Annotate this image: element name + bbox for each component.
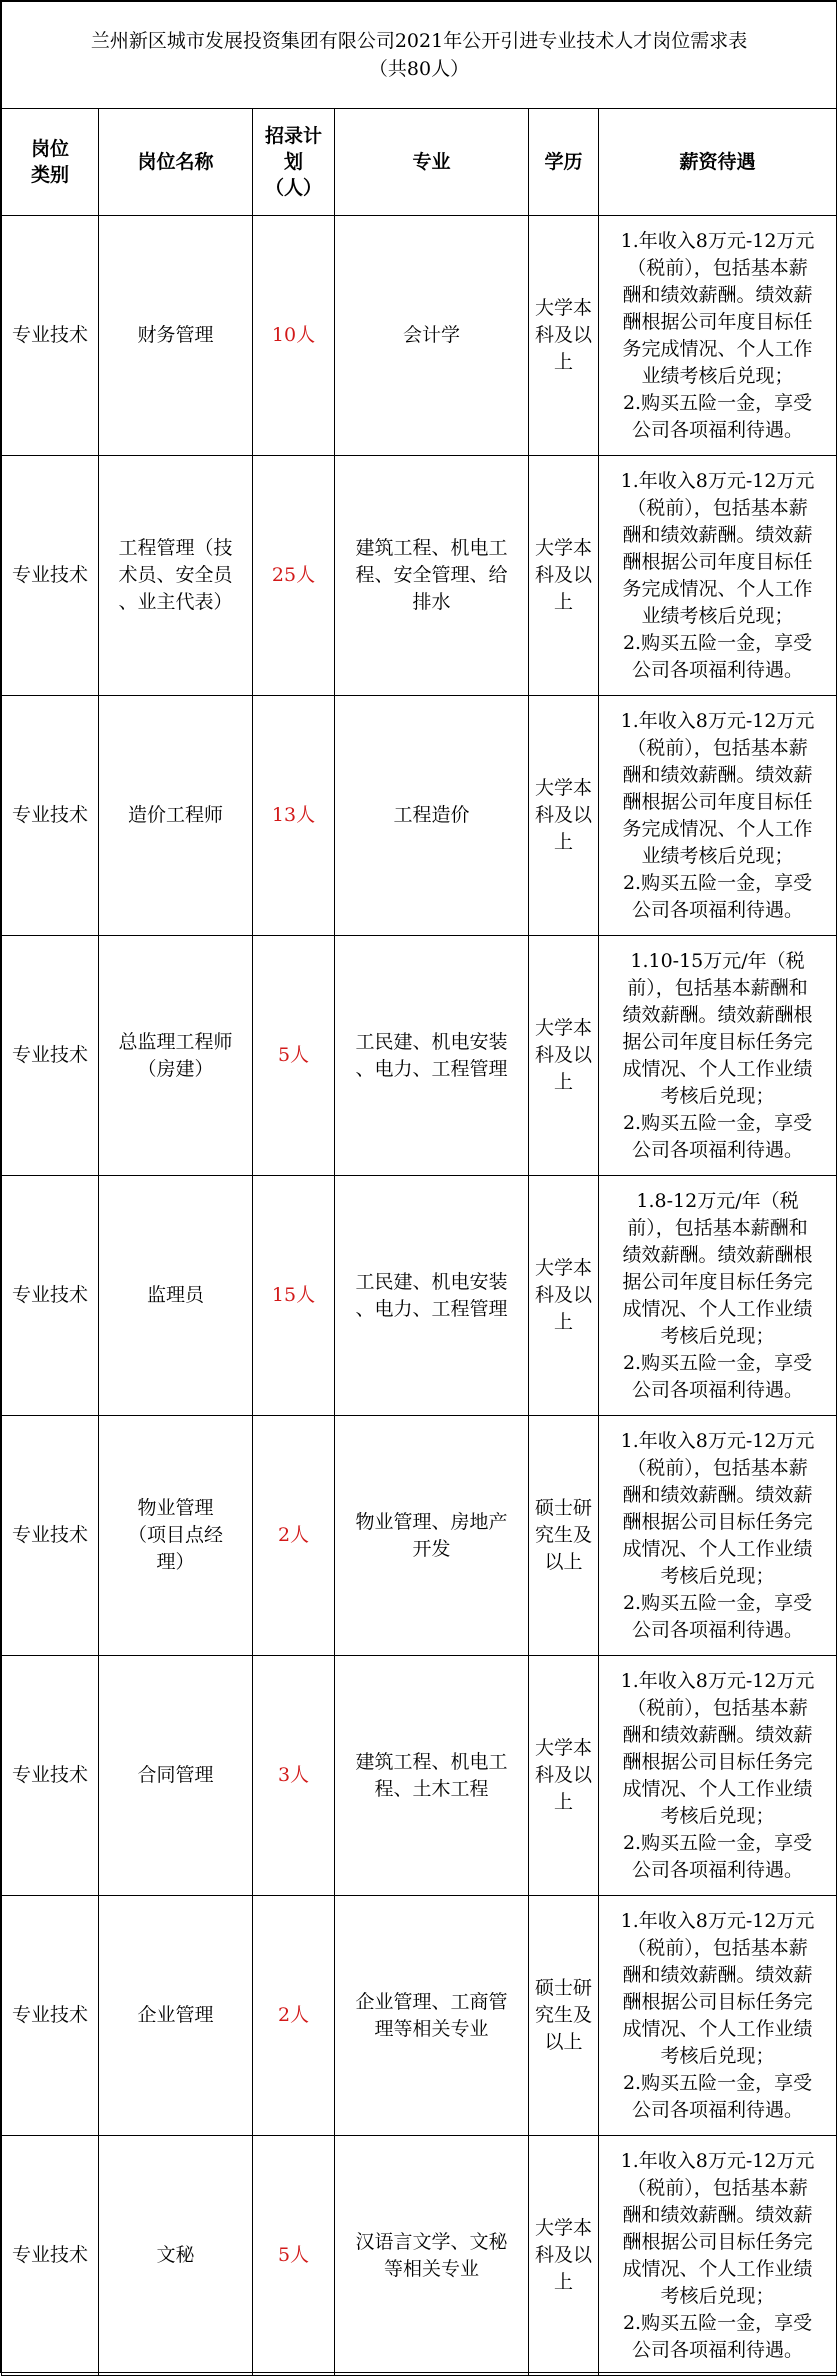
cell-line: 酬根据公司目标任务完 [622, 1990, 813, 2013]
cell-line: 务完成情况、个人工作 [622, 577, 813, 600]
cell-line: 1.年收入8万元-12万元 [620, 1669, 815, 1692]
cell-position [99, 1896, 253, 2136]
cell-line: 据公司年度目标任务完 [622, 1270, 813, 1293]
cell-line: （税前），包括基本薪 [627, 256, 808, 279]
cell-line: 理等相关专业 [374, 2017, 489, 2040]
cell-line: 大学本 [535, 297, 593, 319]
table-row [2, 1416, 837, 1656]
cell-salary [599, 1656, 837, 1896]
cell-line: 程、安全管理、给 [355, 564, 508, 586]
cell-line: 建筑工程、机电工 [355, 537, 508, 559]
cell-line: 公司各项福利待遇。 [632, 658, 804, 681]
cell-line: 以上 [544, 2031, 583, 2053]
cell-line: 2.购买五险一金，享受 [622, 2071, 813, 2094]
cell-position [99, 936, 253, 1176]
cell-line: 考核后兑现； [660, 1084, 775, 1107]
cell-line: 酬根据公司目标任务完 [622, 1510, 813, 1533]
table-row [2, 696, 837, 936]
cell-line: 合同管理 [137, 1764, 214, 1786]
cell-salary [599, 1176, 837, 1416]
table-title [2, 2, 837, 109]
cell-line: 2.购买五险一金，享受 [622, 871, 813, 894]
cell-line: 酬和绩效薪酬。绩效薪 [622, 1483, 813, 1506]
cell-education [529, 1176, 599, 1416]
cell-line: 汉语言文学、文秘 [355, 2230, 508, 2253]
cell-line: （税前），包括基本薪 [627, 736, 808, 759]
cell-line: 考核后兑现； [660, 1324, 775, 1347]
cell-line: 酬和绩效薪酬。绩效薪 [622, 1723, 813, 1746]
cell-line: 酬根据公司年度目标任 [622, 310, 813, 333]
cell-line: 酬根据公司目标任务完 [622, 1750, 813, 1773]
title-row [2, 2, 837, 109]
cell-line: 业绩考核后兑现； [641, 364, 794, 387]
cell-line: 科及以 [535, 2244, 593, 2266]
cell-count: 15人 [253, 1176, 335, 1416]
cell-line: 绩效薪酬。绩效薪酬根 [622, 1003, 813, 1026]
header-major: 专业 [335, 109, 529, 216]
cell-line: 考核后兑现； [660, 2284, 775, 2307]
cell-major [335, 696, 529, 936]
cell-line: 据公司年度目标任务完 [622, 1030, 813, 1053]
cell-line: 公司各项福利待遇。 [632, 1378, 804, 1401]
cell-line: 程、土木工程 [374, 1777, 489, 1800]
cell-line: 上 [553, 831, 573, 853]
table-body [2, 216, 837, 2376]
cell-position [99, 456, 253, 696]
cell-line: （税前），包括基本薪 [627, 496, 808, 519]
cell-line: 建筑工程、机电工 [355, 1750, 508, 1773]
cell-position [99, 2136, 253, 2376]
table-row [2, 1656, 837, 1896]
cell-line: 大学本 [535, 537, 593, 559]
cell-position [99, 1416, 253, 1656]
cell-line: 公司各项福利待遇。 [632, 2098, 804, 2121]
cell-line: 酬和绩效薪酬。绩效薪 [622, 523, 813, 546]
cell-line: 会计学 [402, 324, 460, 346]
cell-line: 2.购买五险一金，享受 [622, 1591, 813, 1614]
cell-line: 大学本 [535, 1017, 593, 1039]
cell-salary [599, 456, 837, 696]
title-line-1: 兰州新区城市发展投资集团有限公司2021年公开引进专业技术人才岗位需求表 [90, 30, 748, 52]
cell-line: 排水 [412, 591, 451, 613]
cell-line: 物业管理 [137, 1497, 214, 1519]
cell-line: 业绩考核后兑现； [641, 844, 794, 867]
cell-major [335, 1896, 529, 2136]
cell-education [529, 1656, 599, 1896]
header-count-line: 招录计 [264, 125, 322, 147]
cell-category: 专业技术 [2, 1416, 99, 1656]
title-line-2: （共80人） [368, 58, 470, 80]
cell-major [335, 1656, 529, 1896]
cell-line: 公司各项福利待遇。 [632, 418, 804, 441]
cell-category: 专业技术 [2, 696, 99, 936]
cell-line: 公司各项福利待遇。 [632, 898, 804, 921]
cell-line: 酬根据公司年度目标任 [622, 550, 813, 573]
cell-education [529, 2136, 599, 2376]
cell-line: 造价工程师 [127, 804, 223, 826]
cell-education [529, 216, 599, 456]
cell-line: 考核后兑现； [660, 1564, 775, 1587]
cell-major [335, 216, 529, 456]
cell-salary [599, 216, 837, 456]
header-count [253, 109, 335, 216]
cell-line: 、电力、工程管理 [355, 1057, 508, 1080]
cell-category: 专业技术 [2, 1656, 99, 1896]
cell-line: 务完成情况、个人工作 [622, 337, 813, 360]
cell-category: 专业技术 [2, 2136, 99, 2376]
cell-line: 酬和绩效薪酬。绩效薪 [622, 2203, 813, 2226]
header-category-line: 岗位 [30, 138, 69, 160]
table-row [2, 2136, 837, 2376]
cell-line: 工程造价 [393, 804, 470, 826]
cell-count: 5人 [253, 936, 335, 1176]
cell-line: 开发 [412, 1537, 451, 1560]
cell-count: 2人 [253, 1896, 335, 2136]
cell-education [529, 696, 599, 936]
cell-count: 25人 [253, 456, 335, 696]
cell-line: 大学本 [535, 2217, 593, 2239]
cell-line: 酬根据公司目标任务完 [622, 2230, 813, 2253]
cell-line: 2.购买五险一金，享受 [622, 631, 813, 654]
cell-line: 成情况、个人工作业绩 [622, 2257, 813, 2280]
cell-education [529, 1896, 599, 2136]
cell-line: 考核后兑现； [660, 1804, 775, 1827]
cell-line: 科及以 [535, 804, 593, 826]
cell-line: （税前），包括基本薪 [627, 2176, 808, 2199]
cell-education [529, 456, 599, 696]
cell-line: 2.购买五险一金，享受 [622, 391, 813, 414]
table-row [2, 1896, 837, 2136]
cell-line: 、业主代表） [118, 591, 233, 613]
cell-count: 10人 [253, 216, 335, 456]
cell-line: 究生及 [535, 2004, 593, 2026]
cell-line: 大学本 [535, 1737, 593, 1759]
cell-line: （房建） [137, 1057, 214, 1080]
cell-line: 上 [553, 351, 573, 373]
header-count-line: 划 [283, 151, 303, 173]
cell-line: 上 [553, 1791, 573, 1813]
cell-line: 公司各项福利待遇。 [632, 1858, 804, 1881]
header-salary: 薪资待遇 [599, 109, 837, 216]
cell-position [99, 216, 253, 456]
cell-line: 企业管理 [137, 2004, 214, 2026]
cell-line: 上 [553, 1311, 573, 1333]
cell-line: 1.年收入8万元-12万元 [620, 1909, 815, 1932]
cell-line: （税前），包括基本薪 [627, 1696, 808, 1719]
cell-line: 绩效薪酬。绩效薪酬根 [622, 1243, 813, 1266]
cell-major [335, 936, 529, 1176]
cell-line: 酬根据公司年度目标任 [622, 790, 813, 813]
cell-line: 上 [553, 1071, 573, 1093]
cell-line: 公司各项福利待遇。 [632, 2338, 804, 2361]
cell-line: 上 [553, 591, 573, 613]
cell-major [335, 456, 529, 696]
header-category-line: 类别 [30, 164, 69, 186]
cell-line: 文秘 [156, 2244, 195, 2266]
cell-salary [599, 696, 837, 936]
cell-line: （项目点经 [127, 1524, 223, 1546]
cell-line: 工民建、机电安装 [355, 1030, 508, 1053]
cell-line: 财务管理 [137, 324, 214, 346]
cell-line: 大学本 [535, 1257, 593, 1279]
cell-education [529, 936, 599, 1176]
cell-line: 科及以 [535, 564, 593, 586]
cell-line: 术员、安全员 [118, 564, 233, 586]
cell-line: 科及以 [535, 1284, 593, 1306]
cell-position [99, 1176, 253, 1416]
table-row [2, 1176, 837, 1416]
cell-line: 成情况、个人工作业绩 [622, 1537, 813, 1560]
cell-major [335, 1416, 529, 1656]
table-row [2, 216, 837, 456]
cell-line: 考核后兑现； [660, 2044, 775, 2067]
cell-line: 成情况、个人工作业绩 [622, 1297, 813, 1320]
cell-line: 酬和绩效薪酬。绩效薪 [622, 283, 813, 306]
cell-line: 企业管理、工商管 [355, 1990, 508, 2013]
cell-line: 总监理工程师 [118, 1030, 233, 1053]
cell-line: 科及以 [535, 1764, 593, 1786]
cell-line: 2.购买五险一金，享受 [622, 2311, 813, 2334]
header-education: 学历 [529, 109, 599, 216]
cell-line: 前），包括基本薪酬和 [627, 1216, 808, 1239]
cell-line: 工程管理（技 [118, 537, 233, 559]
cell-category: 专业技术 [2, 456, 99, 696]
cell-line: 2.购买五险一金，享受 [622, 1351, 813, 1374]
cell-line: 业绩考核后兑现； [641, 604, 794, 627]
cell-line: 工民建、机电安装 [355, 1270, 508, 1293]
header-row [2, 109, 837, 216]
cell-category: 专业技术 [2, 216, 99, 456]
cell-count: 13人 [253, 696, 335, 936]
cell-line: 前），包括基本薪酬和 [627, 976, 808, 999]
cell-line: 1.年收入8万元-12万元 [620, 2149, 815, 2172]
cell-line: 物业管理、房地产 [355, 1510, 508, 1533]
table-row [2, 456, 837, 696]
cell-salary [599, 1416, 837, 1656]
cell-line: 究生及 [535, 1524, 593, 1546]
cell-line: 2.购买五险一金，享受 [622, 1831, 813, 1854]
header-count-line: （人） [264, 177, 322, 199]
cell-line: 1.8-12万元/年（税 [636, 1189, 799, 1212]
cell-education [529, 1416, 599, 1656]
cell-line: （税前），包括基本薪 [627, 1456, 808, 1479]
cell-count: 2人 [253, 1416, 335, 1656]
cell-major [335, 1176, 529, 1416]
cell-position [99, 1656, 253, 1896]
cell-position [99, 696, 253, 936]
cell-line: 1.年收入8万元-12万元 [620, 229, 815, 252]
cell-line: 1.10-15万元/年（税 [630, 949, 805, 972]
cell-line: 2.购买五险一金，享受 [622, 1111, 813, 1134]
cell-line: 成情况、个人工作业绩 [622, 1777, 813, 1800]
cell-major [335, 2136, 529, 2376]
cell-line: 上 [553, 2271, 573, 2293]
cell-line: 1.年收入8万元-12万元 [620, 469, 815, 492]
cell-line: 科及以 [535, 324, 593, 346]
cell-category: 专业技术 [2, 1896, 99, 2136]
cell-line: 等相关专业 [383, 2257, 479, 2280]
cell-line: 公司各项福利待遇。 [632, 1618, 804, 1641]
cell-line: （税前），包括基本薪 [627, 1936, 808, 1959]
cell-line: 务完成情况、个人工作 [622, 817, 813, 840]
cell-line: 理） [156, 1551, 195, 1573]
cell-category: 专业技术 [2, 936, 99, 1176]
cell-line: 大学本 [535, 777, 593, 799]
cell-line: 监理员 [146, 1284, 204, 1306]
cell-line: 酬和绩效薪酬。绩效薪 [622, 1963, 813, 1986]
cell-line: 成情况、个人工作业绩 [622, 1057, 813, 1080]
cell-line: 以上 [544, 1551, 583, 1573]
cell-salary [599, 1896, 837, 2136]
header-category [2, 109, 99, 216]
header-position: 岗位名称 [99, 109, 253, 216]
cell-line: 公司各项福利待遇。 [632, 1138, 804, 1161]
cell-line: 硕士研 [535, 1497, 593, 1519]
cell-line: 1.年收入8万元-12万元 [620, 1429, 815, 1452]
cell-line: 科及以 [535, 1044, 593, 1066]
cell-salary [599, 2136, 837, 2376]
table-row [2, 936, 837, 1176]
cell-category: 专业技术 [2, 1176, 99, 1416]
cell-line: 酬和绩效薪酬。绩效薪 [622, 763, 813, 786]
cell-line: 1.年收入8万元-12万元 [620, 709, 815, 732]
cell-line: 、电力、工程管理 [355, 1297, 508, 1320]
cell-line: 硕士研 [535, 1977, 593, 1999]
cell-count: 5人 [253, 2136, 335, 2376]
cell-line: 成情况、个人工作业绩 [622, 2017, 813, 2040]
positions-table [1, 1, 837, 2376]
cell-count: 3人 [253, 1656, 335, 1896]
cell-salary [599, 936, 837, 1176]
